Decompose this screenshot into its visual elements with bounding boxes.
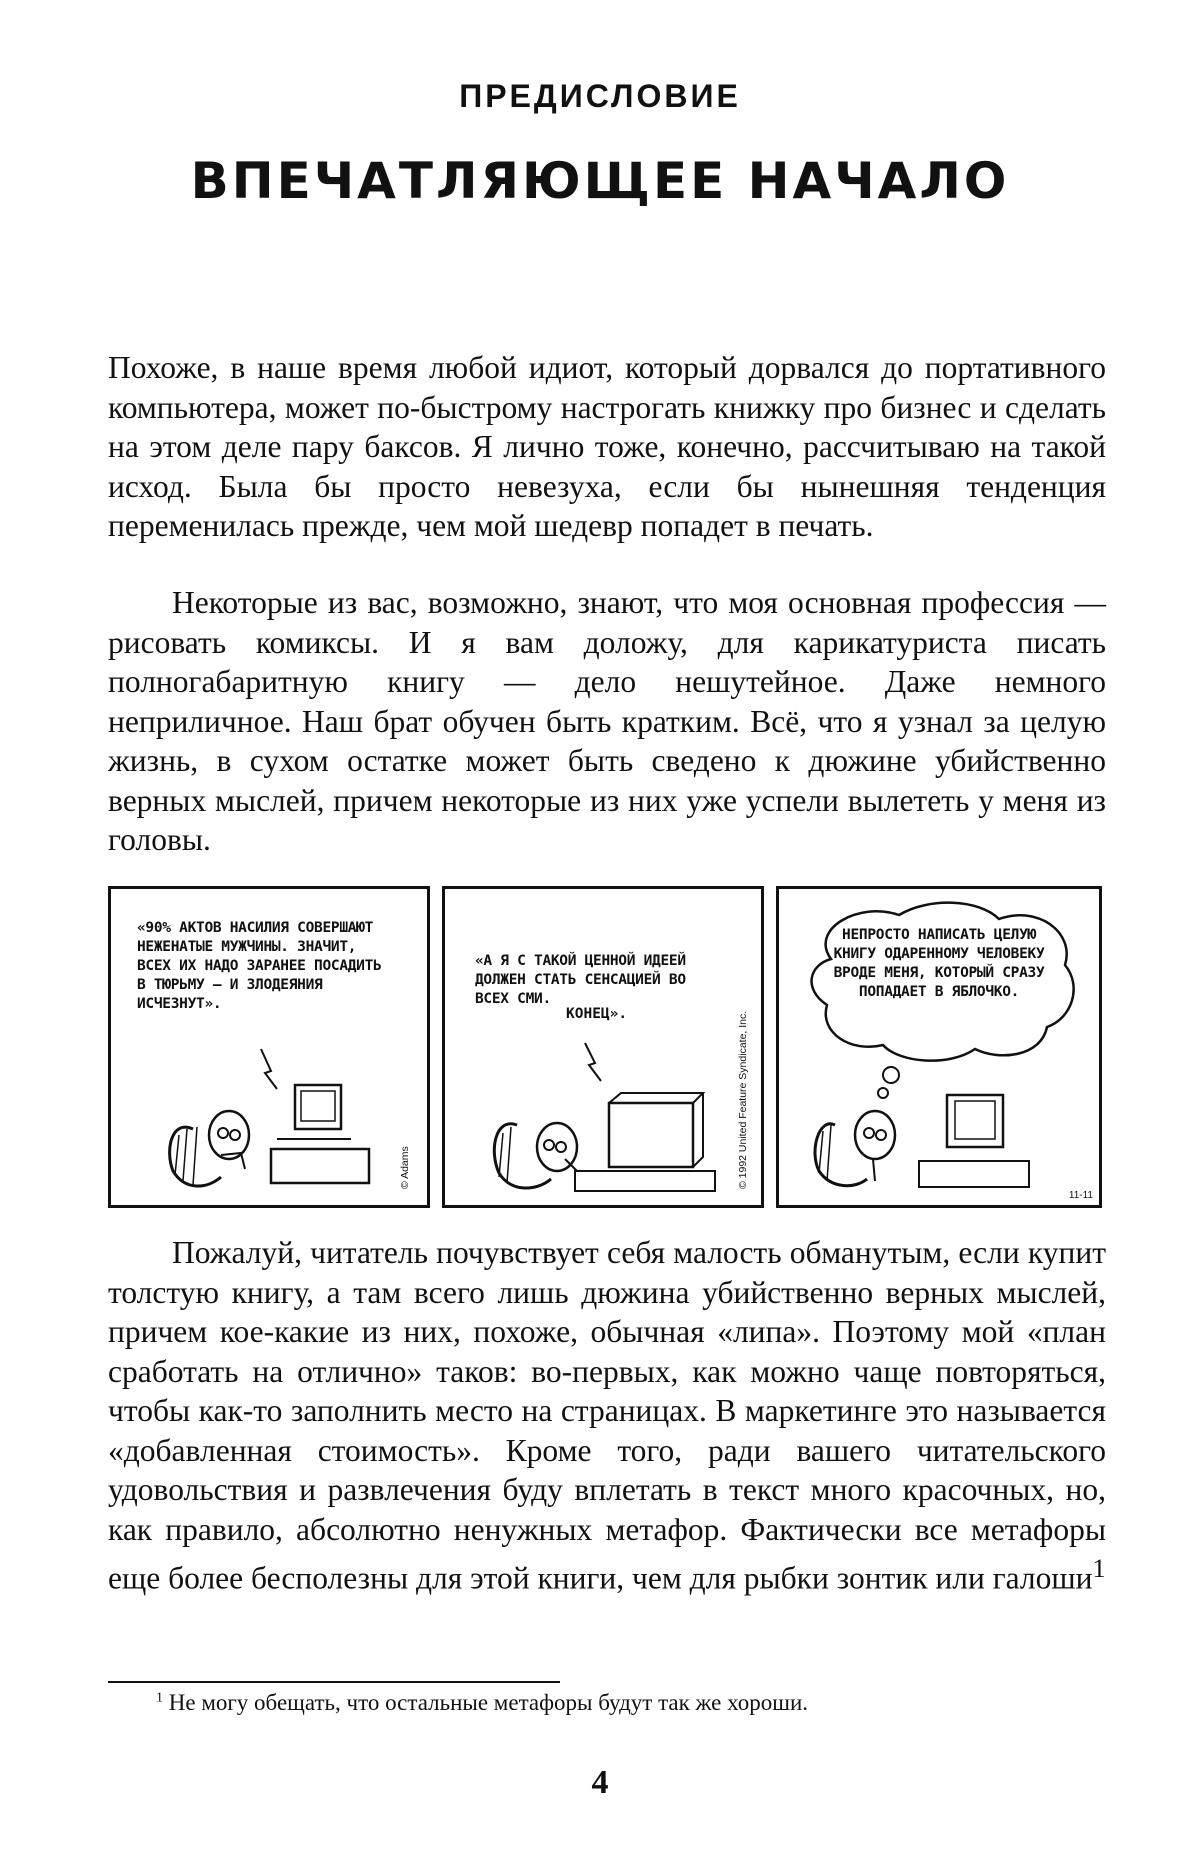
strip-date: 11-11 — [1068, 1190, 1093, 1201]
paragraph-2: Некоторые из вас, возможно, знают, что моя основная профессия — рисовать комиксы. И я вам доложу, для карикатуриста писать полногабаритную книгу — дело нешутейное. Даже немного неприличное. Наш брат обучен быть кратким. Всё, что я узнал за целую жизнь, в сухом остатке может быть сведено к дюжине убийственно верных мыслей, причем некоторые из них уже успели вылететь у меня из головы. — [108, 585, 1106, 857]
footnote-divider — [108, 1681, 560, 1683]
thought-text-3: НЕПРОСТО НАПИСАТЬ ЦЕЛУЮ КНИГУ ОДАРЕННОМУ ЧЕЛОВЕКУ ВРОДЕ МЕНЯ, КОТОРЫЙ СРАЗУ ПОПАДАЕТ В ЯБЛОЧКО. — [833, 927, 1045, 1000]
footnote-reference: 1 — [1092, 1554, 1106, 1583]
speech-text-2b: КОНЕЦ». — [566, 1006, 628, 1022]
paragraph-3 — [108, 1233, 1106, 1598]
page-number: 4 — [591, 1764, 609, 1801]
chapter-title: ВПЕЧАТЛЯЮЩЕЕ НАЧАЛО — [190, 152, 1010, 210]
paragraph-3-text: Пожалуй, читатель почувствует себя малость обманутым, если купит толстую книгу, а там всего лишь дюжина убийственно верных мыслей, причем кое-какие из них, похоже, обычная «липа». Поэтому мой «план сработать на отлично» таков: во-первых, как можно чаще повторяться, чтобы как-то заполнить место на страницах. В маркетинге это называется «добавленная стоимость». Кроме того, ради вашего читательского удовольствия и развлечения буду вплетать в текст много красочных, но, как правило, абсолютно ненужных метафор. Фактически все метафоры еще более бесполезны для этой книги, чем для рыбки зонтик или галоши — [108, 1235, 1106, 1596]
speech-text-1: «90% АКТОВ НАСИЛИЯ СОВЕРШАЮТ НЕЖЕНАТЫЕ МУЖЧИНЫ. ЗНАЧИТ, ВСЕХ ИХ НАДО ЗАРАНЕЕ ПОСАДИТЬ В ТЮРЬМУ – И ЗЛОДЕЯНИЯ ИСЧЕЗНУТ». — [137, 920, 382, 1012]
pre-heading: ПРЕДИСЛОВИЕ — [459, 78, 741, 114]
paragraph-1: Похоже, в наше время любой идиот, который дорвался до портативного компьютера, может по-быстрому настрогать книжку про бизнес и сделать на этом деле пару баксов. Я лично тоже, конечно, рассчитываю на такой исход. Была бы просто невезуха, если бы нынешняя тенденция переменилась прежде, чем мой шедевр попадет в печать. — [108, 350, 1106, 543]
footnote-marker: 1 — [156, 1690, 163, 1706]
comic-panel-1 — [108, 886, 430, 1208]
footnote — [156, 1690, 808, 1716]
footnote-text: Не могу обещать, что остальные метафоры будут так же хороши. — [168, 1690, 808, 1715]
comic-panel-2 — [442, 886, 764, 1208]
artist-signature: © Adams — [399, 1146, 411, 1189]
comic-panel-3 — [776, 886, 1102, 1208]
comic-drawing-1 — [111, 889, 427, 1205]
speech-text-2: «А Я С ТАКОЙ ЦЕННОЙ ИДЕЕЙ ДОЛЖЕН СТАТЬ СЕНСАЦИЕЙ ВО ВСЕХ СМИ. — [475, 953, 686, 1007]
comic-strip — [108, 886, 1104, 1206]
copyright-notice: © 1992 United Feature Syndicate, Inc. — [737, 1010, 749, 1189]
comic-drawing-2 — [445, 889, 761, 1205]
